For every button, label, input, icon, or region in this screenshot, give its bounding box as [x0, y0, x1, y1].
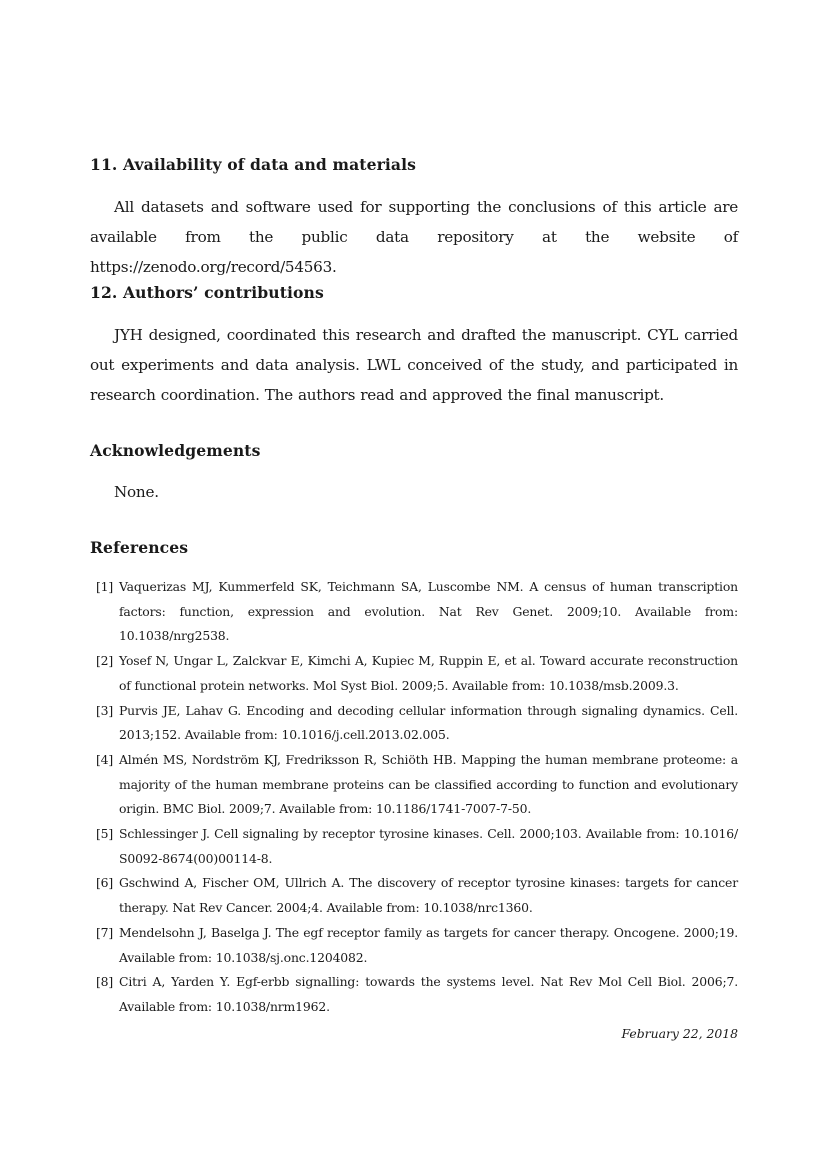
reference-text: Vaquerizas MJ, Kummerfeld SK, Teichmann SA, Luscombe NM. A census of human transcription factors: function, expression and evolution. Nat Rev Genet. 2009;10. Available from: 10.1038/nrg2538.	[119, 579, 738, 644]
reference-item	[96, 970, 738, 1019]
section-title-availability: 11. Availability of data and materials	[90, 155, 417, 174]
reference-number: [5]	[96, 826, 114, 842]
reference-item	[96, 921, 738, 970]
acknowledgements-paragraph: None.	[114, 483, 159, 501]
reference-item	[96, 649, 738, 698]
section-title-acknowledgements: Acknowledgements	[90, 441, 261, 460]
reference-list	[96, 575, 738, 1020]
reference-text: Mendelsohn J, Baselga J. The egf receptor family as targets for cancer therapy. Oncogene. 2000;19. Available from: 10.1038/sj.onc.1204082.	[119, 924, 738, 965]
reference-number: [3]	[96, 702, 114, 718]
reference-number: [7]	[96, 924, 114, 940]
section-title-contributions: 12. Authors’ contributions	[90, 283, 324, 302]
reference-item	[96, 822, 738, 871]
reference-item	[96, 699, 738, 748]
reference-number: [8]	[96, 974, 114, 990]
reference-item	[96, 871, 738, 920]
footer-date: February 22, 2018	[621, 1026, 738, 1041]
reference-text: Yosef N, Ungar L, Zalckvar E, Kimchi A, Kupiec M, Ruppin E, et al. Toward accurate reconstruction of functional protein networks. Mol Syst Biol. 2009;5. Available from: 10.1038/msb.2009.3.	[119, 653, 738, 693]
reference-text: Schlessinger J. Cell signaling by receptor tyrosine kinases. Cell. 2000;103. Available from: 10.1016/ S0092-8674(00)00114-8.	[119, 826, 738, 866]
reference-text: Citri A, Yarden Y. Egf-erbb signalling: towards the systems level. Nat Rev Mol Cell Biol. 2006;7. Available from: 10.1038/nrm1962.	[119, 974, 738, 1014]
reference-number: [6]	[96, 875, 114, 891]
reference-item	[96, 748, 738, 822]
reference-text: Almén MS, Nordström KJ, Fredriksson R, Schiöth HB. Mapping the human membrane proteome: a majority of the human membrane proteins can be classified according to function and evolutionary origin. BMC Biol. 2009;7. Available from: 10.1186/1741-7007-7-50.	[119, 751, 738, 817]
reference-number: [1]	[96, 579, 114, 594]
reference-text: Gschwind A, Fischer OM, Ullrich A. The discovery of receptor tyrosine kinases: targets for cancer therapy. Nat Rev Cancer. 2004;4. Available from: 10.1038/nrc1360.	[119, 875, 738, 916]
reference-number: [2]	[96, 653, 114, 669]
reference-number: [4]	[96, 751, 114, 767]
availability-paragraph: All datasets and software used for supporting the conclusions of this article are available from the public data repository at the website of https://zenodo.org/record/54563.	[90, 198, 738, 276]
contributions-paragraph: JYH designed, coordinated this research and drafted the manuscript. CYL carried out experiments and data analysis. LWL conceived of the study, and participated in research coordination. The authors read and approved the final manuscript.	[90, 326, 738, 404]
reference-text: Purvis JE, Lahav G. Encoding and decoding cellular information through signaling dynamics. Cell. 2013;152. Available from: 10.1016/j.cell.2013.02.005.	[119, 702, 738, 743]
reference-item	[96, 575, 738, 649]
section-title-references: References	[90, 538, 189, 557]
